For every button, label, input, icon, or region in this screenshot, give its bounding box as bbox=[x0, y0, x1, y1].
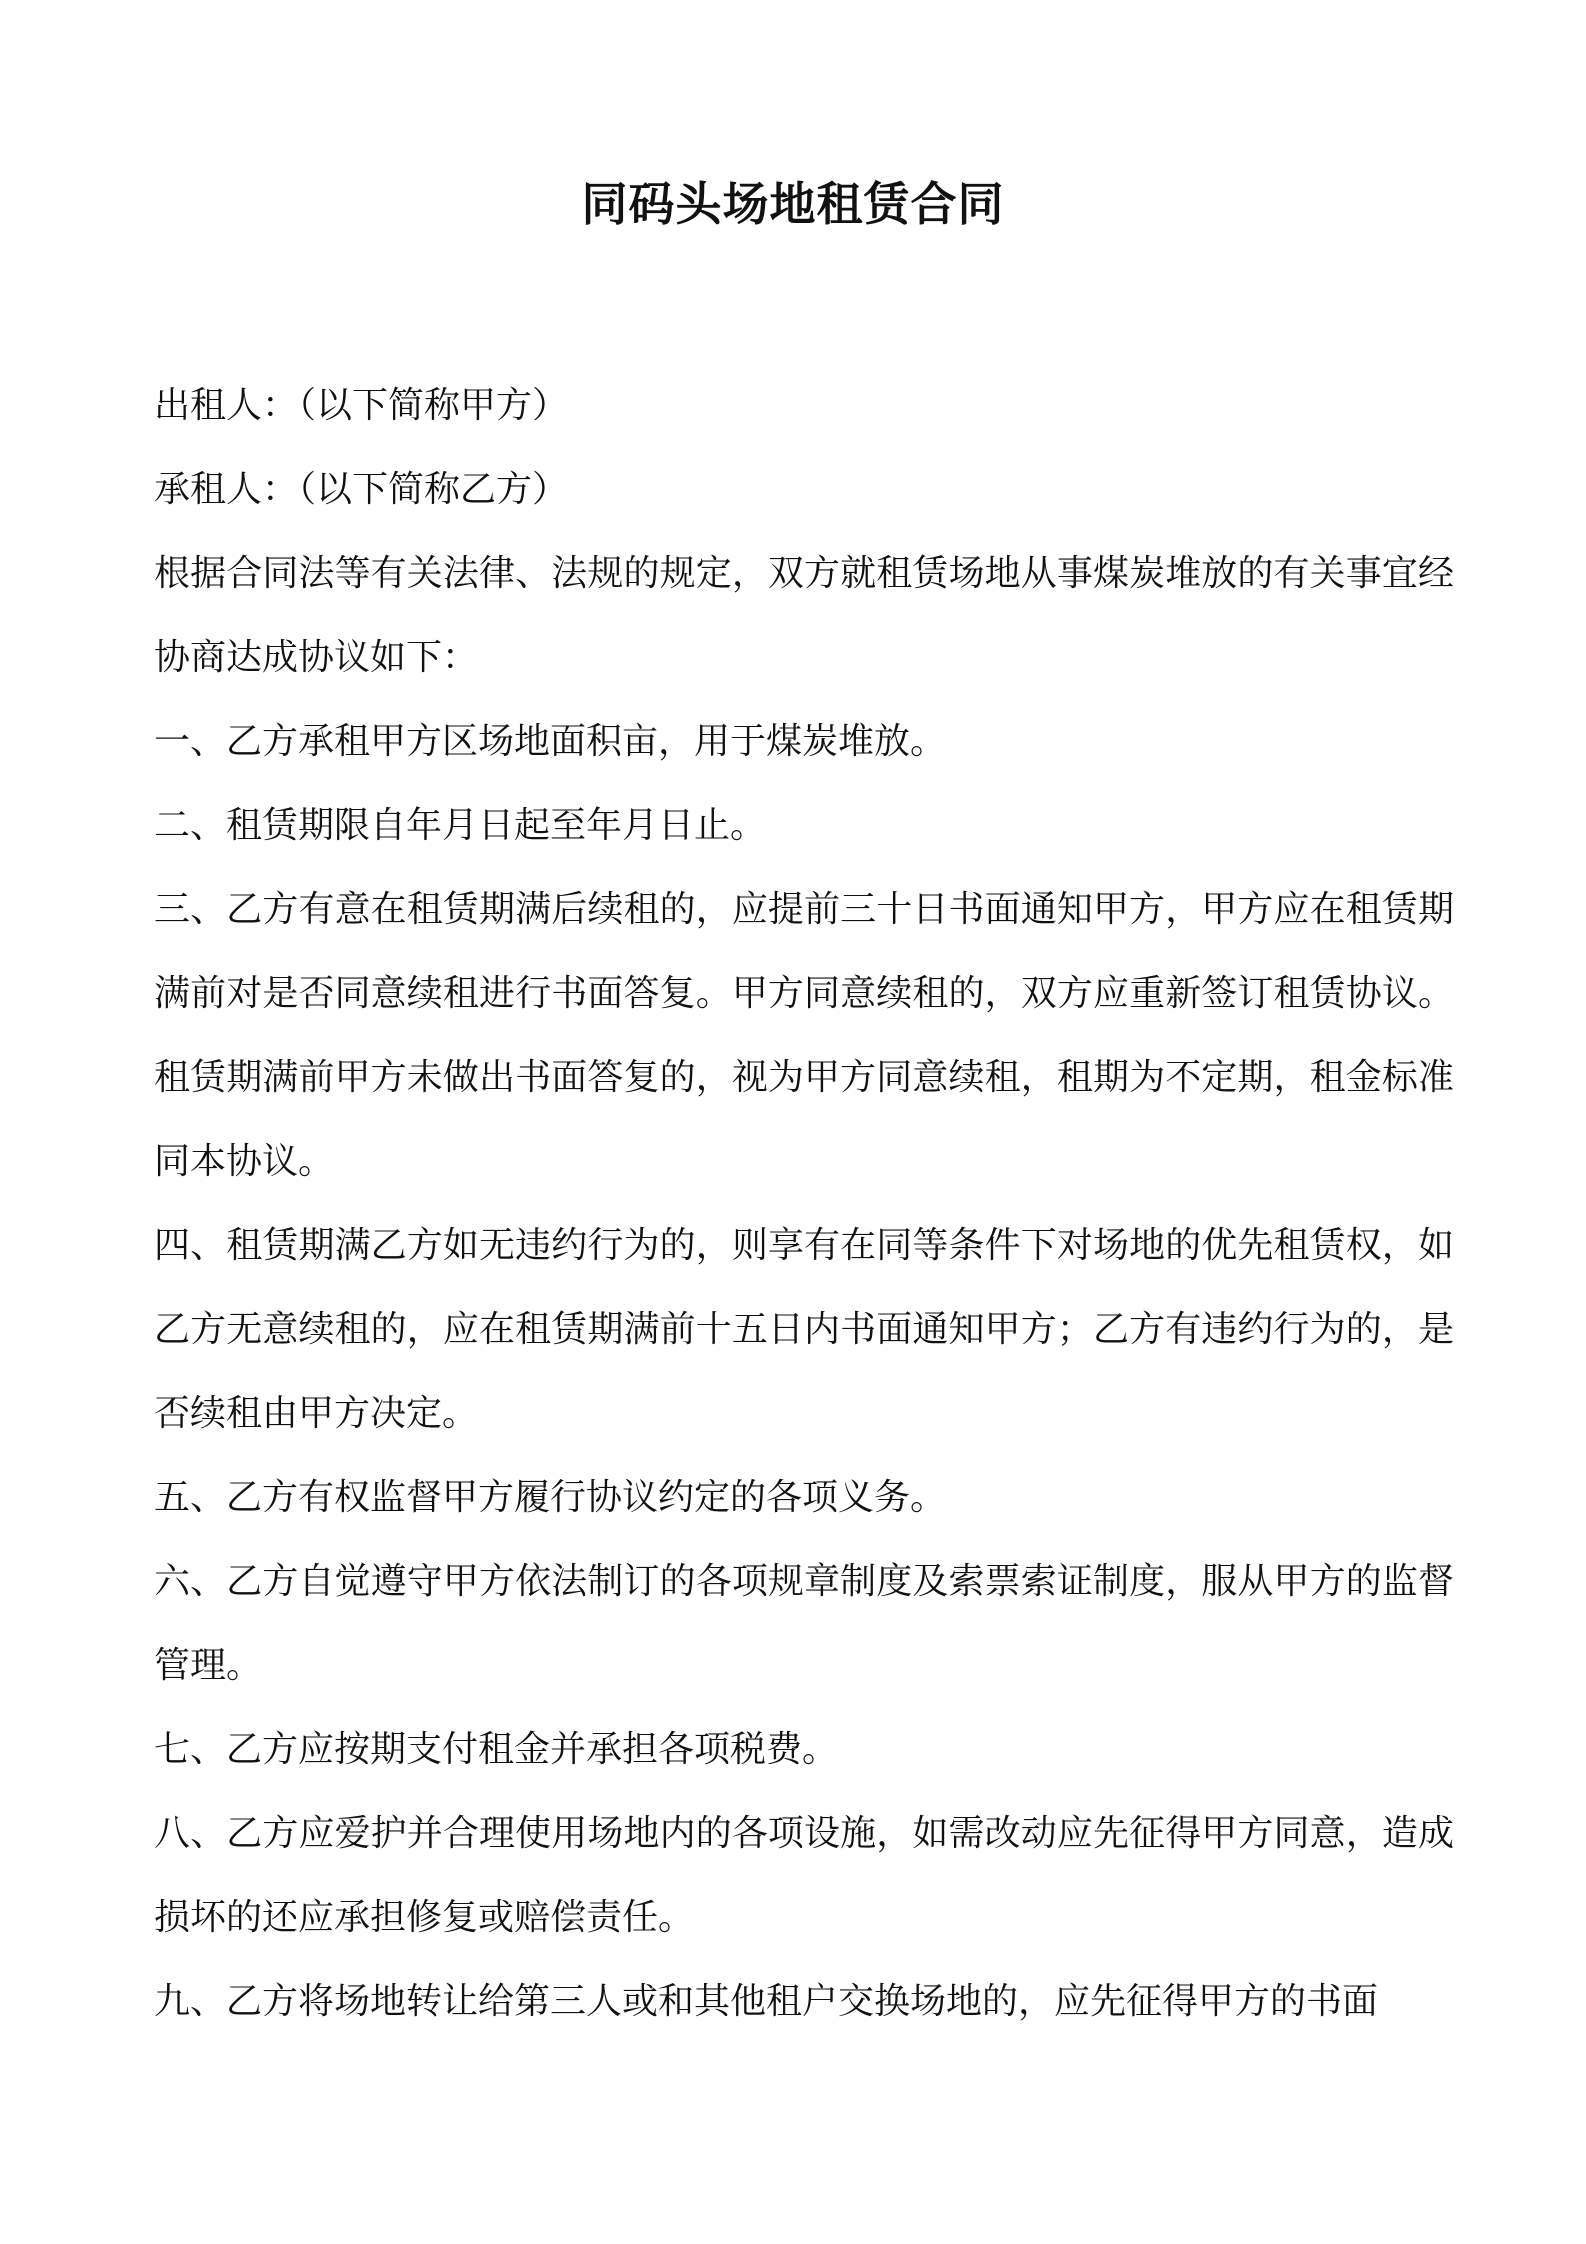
clause-1: 一、乙方承租甲方区场地面积亩，用于煤炭堆放。 bbox=[154, 721, 947, 762]
clause-2: 二、租赁期限自年月日起至年月日止。 bbox=[154, 805, 767, 846]
clause-4: 四、租赁期满乙方如无违约行为的，则享有在同等条件下对场地的优先租赁权，如乙方无意续租的，应在租赁期满前十五日内书面通知甲方；乙方有违约行为的，是否续租由甲方决定。 bbox=[154, 1225, 1454, 1434]
clause-7: 七、乙方应按期支付租金并承担各项税费。 bbox=[154, 1729, 839, 1770]
party-lessee-line: 承租人：（以下简称乙方） bbox=[154, 469, 569, 510]
preamble-paragraph: 根据合同法等有关法律、法规的规定，双方就租赁场地从事煤炭堆放的有关事宜经协商达成协议如下： bbox=[154, 553, 1454, 678]
clause-9: 九、乙方将场地转让给第三人或和其他租户交换场地的，应先征得甲方的书面 bbox=[154, 1981, 1379, 2022]
clause-3: 三、乙方有意在租赁期满后续租的，应提前三十日书面通知甲方，甲方应在租赁期满前对是否同意续租进行书面答复。甲方同意续租的，双方应重新签订租赁协议。租赁期满前甲方未做出书面答复的，视为甲方同意续租，租期为不定期，租金标准同本协议。 bbox=[154, 889, 1454, 1182]
party-lessor-line: 出租人：（以下简称甲方） bbox=[154, 385, 569, 426]
clause-8: 八、乙方应爱护并合理使用场地内的各项设施，如需改动应先征得甲方同意，造成损坏的还应承担修复或赔偿责任。 bbox=[154, 1813, 1454, 1938]
clause-6: 六、乙方自觉遵守甲方依法制订的各项规章制度及索票索证制度，服从甲方的监督管理。 bbox=[154, 1561, 1454, 1686]
document-title: 同码头场地租赁合同 bbox=[581, 177, 1005, 231]
document-body bbox=[154, 364, 1454, 2044]
clause-5: 五、乙方有权监督甲方履行协议约定的各项义务。 bbox=[154, 1477, 947, 1518]
